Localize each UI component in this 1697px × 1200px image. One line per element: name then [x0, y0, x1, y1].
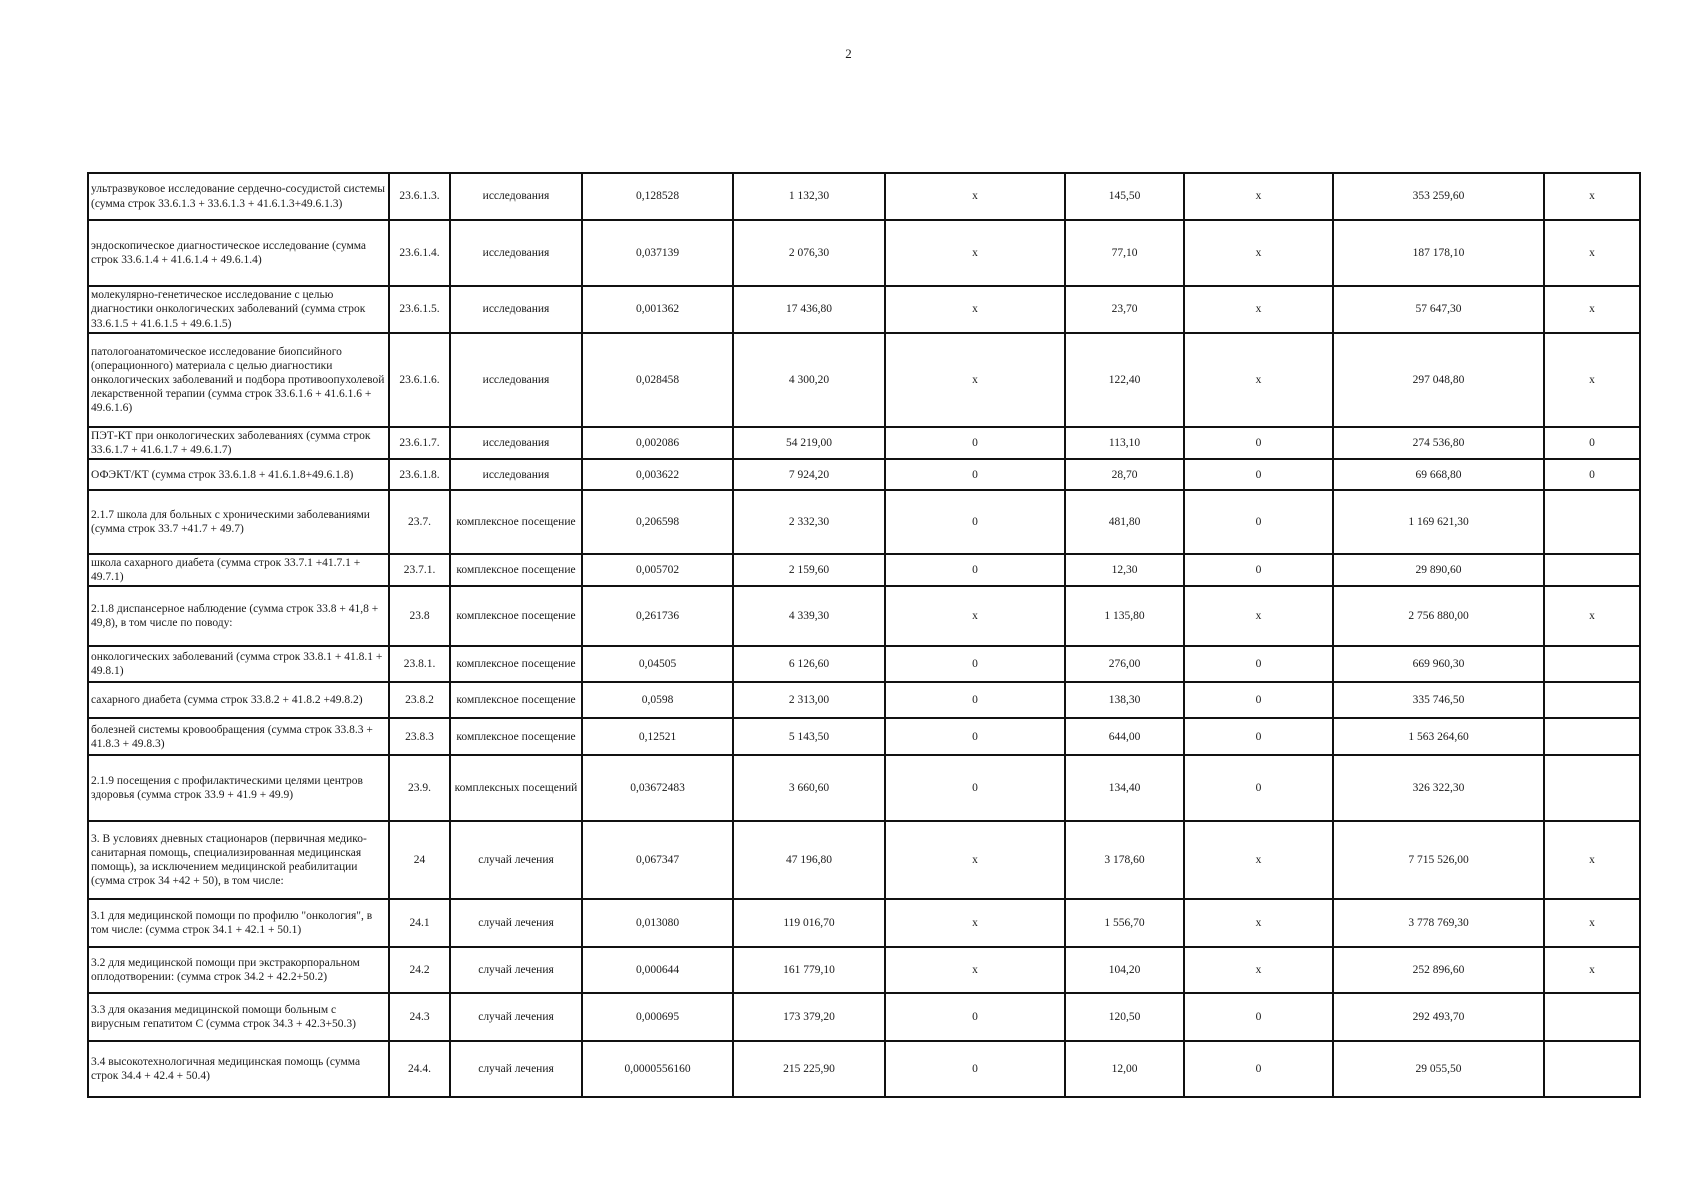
row-description: 3.4 высокотехнологичная медицинская помощь (сумма строк 34.4 + 42.4 + 50.4) — [88, 1041, 389, 1097]
row-col9: 1 169 621,30 — [1333, 490, 1544, 554]
row-col10 — [1544, 554, 1640, 586]
table-row — [88, 993, 1640, 1041]
row-col8: х — [1184, 899, 1333, 947]
row-norm: 0,001362 — [582, 286, 733, 333]
row-code: 23.6.1.4. — [389, 220, 450, 286]
row-col7: 120,50 — [1065, 993, 1184, 1041]
row-code: 23.6.1.7. — [389, 427, 450, 459]
row-norm: 0,000644 — [582, 947, 733, 993]
row-col6: 0 — [885, 993, 1065, 1041]
row-col6: х — [885, 220, 1065, 286]
row-col6: х — [885, 286, 1065, 333]
row-cost: 2 076,30 — [733, 220, 885, 286]
row-code: 23.7.1. — [389, 554, 450, 586]
row-unit: случай лечения — [450, 821, 582, 899]
row-code: 24.2 — [389, 947, 450, 993]
row-col7: 644,00 — [1065, 718, 1184, 755]
row-cost: 54 219,00 — [733, 427, 885, 459]
row-description: 3.2 для медицинской помощи при экстракорпоральном оплодотворении: (сумма строк 34.2 + 42.2+50.2) — [88, 947, 389, 993]
row-code: 24.4. — [389, 1041, 450, 1097]
table-row — [88, 173, 1640, 220]
row-unit: исследования — [450, 333, 582, 427]
row-col10 — [1544, 490, 1640, 554]
row-col9: 274 536,80 — [1333, 427, 1544, 459]
row-unit: случай лечения — [450, 899, 582, 947]
row-unit: комплексных посещений — [450, 755, 582, 821]
row-col9: 7 715 526,00 — [1333, 821, 1544, 899]
row-cost: 4 300,20 — [733, 333, 885, 427]
row-col8: 0 — [1184, 459, 1333, 490]
row-norm: 0,0000556160 — [582, 1041, 733, 1097]
row-cost: 3 660,60 — [733, 755, 885, 821]
row-col7: 138,30 — [1065, 682, 1184, 718]
row-col6: 0 — [885, 459, 1065, 490]
row-col9: 335 746,50 — [1333, 682, 1544, 718]
row-col6: 0 — [885, 755, 1065, 821]
table-row — [88, 459, 1640, 490]
table-body — [88, 173, 1640, 1097]
row-col9: 297 048,80 — [1333, 333, 1544, 427]
row-description: 2.1.8 диспансерное наблюдение (сумма строк 33.8 + 41,8 + 49,8), в том числе по поводу: — [88, 586, 389, 646]
table-row — [88, 821, 1640, 899]
row-col8: х — [1184, 220, 1333, 286]
row-col8: 0 — [1184, 554, 1333, 586]
row-norm: 0,12521 — [582, 718, 733, 755]
row-col9: 252 896,60 — [1333, 947, 1544, 993]
row-norm: 0,002086 — [582, 427, 733, 459]
row-cost: 119 016,70 — [733, 899, 885, 947]
row-description: молекулярно-генетическое исследование с целью диагностики онкологических заболеваний (сумма строк 33.6.1.5 + 41.6.1.5 + 49.6.1.5) — [88, 286, 389, 333]
row-unit: исследования — [450, 286, 582, 333]
row-unit: комплексное посещение — [450, 490, 582, 554]
table-row — [88, 947, 1640, 993]
row-col6: 0 — [885, 554, 1065, 586]
row-col10: 0 — [1544, 459, 1640, 490]
row-norm: 0,03672483 — [582, 755, 733, 821]
row-col6: х — [885, 586, 1065, 646]
row-col9: 353 259,60 — [1333, 173, 1544, 220]
row-unit: исследования — [450, 427, 582, 459]
row-col8: х — [1184, 173, 1333, 220]
row-cost: 2 332,30 — [733, 490, 885, 554]
row-norm: 0,261736 — [582, 586, 733, 646]
row-col10 — [1544, 993, 1640, 1041]
table-row — [88, 755, 1640, 821]
row-col8: х — [1184, 821, 1333, 899]
row-code: 24.3 — [389, 993, 450, 1041]
row-code: 23.8.2 — [389, 682, 450, 718]
row-unit: комплексное посещение — [450, 646, 582, 682]
row-unit: комплексное посещение — [450, 718, 582, 755]
row-code: 23.8.3 — [389, 718, 450, 755]
row-cost: 1 132,30 — [733, 173, 885, 220]
row-cost: 173 379,20 — [733, 993, 885, 1041]
row-col9: 29 890,60 — [1333, 554, 1544, 586]
row-col7: 3 178,60 — [1065, 821, 1184, 899]
row-col10: х — [1544, 286, 1640, 333]
row-col10: х — [1544, 899, 1640, 947]
row-col10: х — [1544, 173, 1640, 220]
row-code: 23.6.1.3. — [389, 173, 450, 220]
row-norm: 0,000695 — [582, 993, 733, 1041]
row-col7: 28,70 — [1065, 459, 1184, 490]
row-cost: 5 143,50 — [733, 718, 885, 755]
row-col9: 29 055,50 — [1333, 1041, 1544, 1097]
row-description: ультразвуковое исследование сердечно-сосудистой системы (сумма строк 33.6.1.3 + 33.6.1.3 + 41.6.1.3+49.6.1.3) — [88, 173, 389, 220]
row-unit: исследования — [450, 220, 582, 286]
row-col7: 145,50 — [1065, 173, 1184, 220]
row-col9: 292 493,70 — [1333, 993, 1544, 1041]
row-code: 23.6.1.8. — [389, 459, 450, 490]
row-norm: 0,037139 — [582, 220, 733, 286]
row-col7: 276,00 — [1065, 646, 1184, 682]
row-col6: х — [885, 947, 1065, 993]
row-col10: х — [1544, 220, 1640, 286]
row-unit: случай лечения — [450, 1041, 582, 1097]
row-norm: 0,206598 — [582, 490, 733, 554]
row-cost: 161 779,10 — [733, 947, 885, 993]
row-norm: 0,128528 — [582, 173, 733, 220]
row-code: 23.9. — [389, 755, 450, 821]
row-norm: 0,005702 — [582, 554, 733, 586]
row-description: 3.3 для оказания медицинской помощи больным с вирусным гепатитом С (сумма строк 34.3 + 42.3+50.3) — [88, 993, 389, 1041]
row-description: школа сахарного диабета (сумма строк 33.7.1 +41.7.1 + 49.7.1) — [88, 554, 389, 586]
row-col9: 3 778 769,30 — [1333, 899, 1544, 947]
row-norm: 0,013080 — [582, 899, 733, 947]
row-description: болезней системы кровообращения (сумма строк 33.8.3 + 41.8.3 + 49.8.3) — [88, 718, 389, 755]
row-col7: 12,30 — [1065, 554, 1184, 586]
row-code: 23.6.1.5. — [389, 286, 450, 333]
row-col10 — [1544, 755, 1640, 821]
row-col8: 0 — [1184, 646, 1333, 682]
row-col8: х — [1184, 286, 1333, 333]
table-row — [88, 899, 1640, 947]
row-cost: 215 225,90 — [733, 1041, 885, 1097]
row-col7: 12,00 — [1065, 1041, 1184, 1097]
row-description: ПЭТ-КТ при онкологических заболеваниях (сумма строк 33.6.1.7 + 41.6.1.7 + 49.6.1.7) — [88, 427, 389, 459]
table-row — [88, 1041, 1640, 1097]
table-row — [88, 646, 1640, 682]
row-cost: 7 924,20 — [733, 459, 885, 490]
row-col10: 0 — [1544, 427, 1640, 459]
row-col8: 0 — [1184, 490, 1333, 554]
row-col9: 57 647,30 — [1333, 286, 1544, 333]
row-col6: 0 — [885, 682, 1065, 718]
row-col8: 0 — [1184, 755, 1333, 821]
row-col9: 669 960,30 — [1333, 646, 1544, 682]
row-unit: случай лечения — [450, 947, 582, 993]
table-row — [88, 586, 1640, 646]
row-col6: 0 — [885, 646, 1065, 682]
row-cost: 6 126,60 — [733, 646, 885, 682]
row-code: 23.8 — [389, 586, 450, 646]
row-description: ОФЭКТ/КТ (сумма строк 33.6.1.8 + 41.6.1.8+49.6.1.8) — [88, 459, 389, 490]
row-col10 — [1544, 646, 1640, 682]
table-row — [88, 490, 1640, 554]
row-col7: 1 135,80 — [1065, 586, 1184, 646]
row-col6: х — [885, 333, 1065, 427]
row-description: онкологических заболеваний (сумма строк 33.8.1 + 41.8.1 + 49.8.1) — [88, 646, 389, 682]
row-col8: х — [1184, 586, 1333, 646]
row-code: 24 — [389, 821, 450, 899]
row-norm: 0,067347 — [582, 821, 733, 899]
row-col7: 104,20 — [1065, 947, 1184, 993]
row-unit: комплексное посещение — [450, 586, 582, 646]
row-col10 — [1544, 718, 1640, 755]
row-norm: 0,003622 — [582, 459, 733, 490]
row-description: 3. В условиях дневных стационаров (первичная медико-санитарная помощь, специализированная медицинская помощь), за исключением медицинской реабилитации (сумма строк 34 +42 + 50), в том числе: — [88, 821, 389, 899]
row-description: 2.1.7 школа для больных с хроническими заболеваниями (сумма строк 33.7 +41.7 + 49.7) — [88, 490, 389, 554]
row-col7: 23,70 — [1065, 286, 1184, 333]
row-cost: 47 196,80 — [733, 821, 885, 899]
table-row — [88, 220, 1640, 286]
table-row — [88, 333, 1640, 427]
row-description: 3.1 для медицинской помощи по профилю "онкология", в том числе: (сумма строк 34.1 + 42.1 + 50.1) — [88, 899, 389, 947]
row-unit: комплексное посещение — [450, 554, 582, 586]
row-col6: 0 — [885, 427, 1065, 459]
row-col9: 1 563 264,60 — [1333, 718, 1544, 755]
row-norm: 0,0598 — [582, 682, 733, 718]
row-cost: 2 159,60 — [733, 554, 885, 586]
row-col9: 69 668,80 — [1333, 459, 1544, 490]
table-row — [88, 286, 1640, 333]
row-col7: 134,40 — [1065, 755, 1184, 821]
row-col6: 0 — [885, 718, 1065, 755]
row-col6: х — [885, 821, 1065, 899]
row-col10: х — [1544, 586, 1640, 646]
row-col9: 326 322,30 — [1333, 755, 1544, 821]
row-code: 23.8.1. — [389, 646, 450, 682]
table-row — [88, 718, 1640, 755]
row-col9: 2 756 880,00 — [1333, 586, 1544, 646]
row-cost: 2 313,00 — [733, 682, 885, 718]
row-norm: 0,028458 — [582, 333, 733, 427]
row-code: 23.6.1.6. — [389, 333, 450, 427]
row-col6: 0 — [885, 1041, 1065, 1097]
table-row — [88, 554, 1640, 586]
row-col6: 0 — [885, 490, 1065, 554]
row-code: 24.1 — [389, 899, 450, 947]
row-description: патологоанатомическое исследование биопсийного (операционного) материала с целью диагностики онкологических заболеваний и подбора противоопухолевой лекарственной терапии (сумма строк 33.6.1.6 + 41.6.1.6 + 49.6.1.6) — [88, 333, 389, 427]
row-unit: комплексное посещение — [450, 682, 582, 718]
row-norm: 0,04505 — [582, 646, 733, 682]
row-col10 — [1544, 1041, 1640, 1097]
row-col8: 0 — [1184, 427, 1333, 459]
row-col8: 0 — [1184, 993, 1333, 1041]
row-col8: х — [1184, 947, 1333, 993]
row-col7: 113,10 — [1065, 427, 1184, 459]
row-col10: х — [1544, 333, 1640, 427]
row-col8: х — [1184, 333, 1333, 427]
row-col6: х — [885, 173, 1065, 220]
row-description: 2.1.9 посещения с профилактическими целями центров здоровья (сумма строк 33.9 + 41.9 + 49.9) — [88, 755, 389, 821]
row-code: 23.7. — [389, 490, 450, 554]
page-number: 2 — [845, 46, 852, 61]
row-description: сахарного диабета (сумма строк 33.8.2 + 41.8.2 +49.8.2) — [88, 682, 389, 718]
table-row — [88, 427, 1640, 459]
row-description: эндоскопическое диагностическое исследование (сумма строк 33.6.1.4 + 41.6.1.4 + 49.6.1.4) — [88, 220, 389, 286]
row-col7: 77,10 — [1065, 220, 1184, 286]
row-col7: 481,80 — [1065, 490, 1184, 554]
row-col6: х — [885, 899, 1065, 947]
row-col7: 1 556,70 — [1065, 899, 1184, 947]
row-cost: 17 436,80 — [733, 286, 885, 333]
row-unit: исследования — [450, 459, 582, 490]
row-col10: х — [1544, 947, 1640, 993]
row-cost: 4 339,30 — [733, 586, 885, 646]
row-col7: 122,40 — [1065, 333, 1184, 427]
table-row — [88, 682, 1640, 718]
row-col10 — [1544, 682, 1640, 718]
row-col10: х — [1544, 821, 1640, 899]
row-col8: 0 — [1184, 1041, 1333, 1097]
row-unit: исследования — [450, 173, 582, 220]
row-col8: 0 — [1184, 718, 1333, 755]
row-col8: 0 — [1184, 682, 1333, 718]
row-col9: 187 178,10 — [1333, 220, 1544, 286]
data-table — [87, 172, 1641, 1098]
row-unit: случай лечения — [450, 993, 582, 1041]
